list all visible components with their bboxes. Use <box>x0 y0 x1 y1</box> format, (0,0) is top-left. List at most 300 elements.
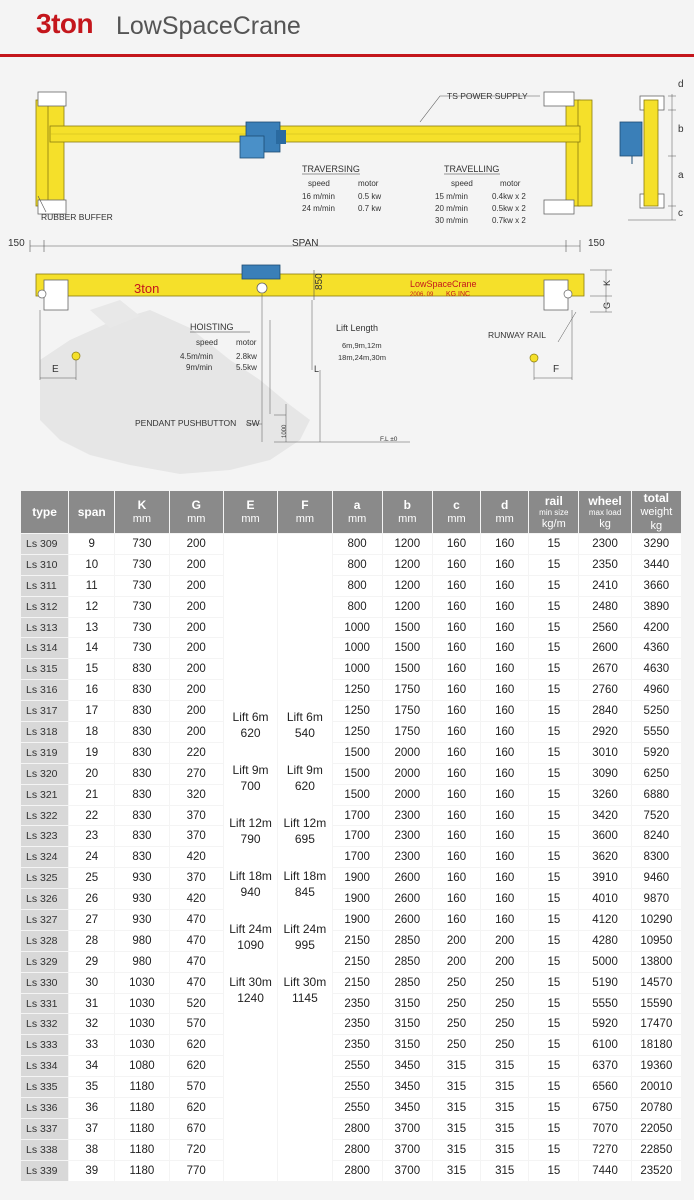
span-cell: 30 <box>69 973 114 993</box>
span-cell: 24 <box>69 847 114 867</box>
type-cell: Ls 309 <box>21 534 68 554</box>
wheel-cell: 7070 <box>579 1119 630 1139</box>
total-cell: 9870 <box>632 889 681 909</box>
lift-group: Lift 18m 845 <box>283 868 327 899</box>
span-cell: 32 <box>69 1014 114 1034</box>
g-cell: 620 <box>170 1056 223 1076</box>
d-cell: 160 <box>481 659 528 679</box>
span-cell: 11 <box>69 576 114 596</box>
a-cell: 1700 <box>333 806 382 826</box>
d-cell: 160 <box>481 680 528 700</box>
b-cell: 1750 <box>383 701 432 721</box>
total-cell: 4200 <box>632 618 681 638</box>
crane-drawing <box>0 60 694 480</box>
g-cell: 200 <box>170 555 223 575</box>
rail-cell: 15 <box>529 994 578 1014</box>
total-cell: 17470 <box>632 1014 681 1034</box>
k-cell: 830 <box>115 659 168 679</box>
d-cell: 315 <box>481 1098 528 1118</box>
g-cell: 200 <box>170 534 223 554</box>
k-cell: 1180 <box>115 1119 168 1139</box>
c-cell: 160 <box>433 555 480 575</box>
a-cell: 1700 <box>333 826 382 846</box>
total-cell: 15590 <box>632 994 681 1014</box>
lift-group: Lift 30m 1240 <box>229 974 272 1005</box>
type-cell: Ls 335 <box>21 1077 68 1097</box>
type-cell: Ls 337 <box>21 1119 68 1139</box>
k-cell: 1180 <box>115 1077 168 1097</box>
d-cell: 315 <box>481 1161 528 1181</box>
k-cell: 730 <box>115 597 168 617</box>
b-cell: 2600 <box>383 868 432 888</box>
g-cell: 200 <box>170 722 223 742</box>
g-cell: 370 <box>170 806 223 826</box>
wheel-cell: 2350 <box>579 555 630 575</box>
a-cell: 1250 <box>333 701 382 721</box>
a-cell: 1900 <box>333 910 382 930</box>
rail-cell: 15 <box>529 785 578 805</box>
total-cell: 19360 <box>632 1056 681 1076</box>
table-row <box>21 659 681 679</box>
rail-cell: 15 <box>529 743 578 763</box>
k-cell: 1180 <box>115 1140 168 1160</box>
a-cell: 800 <box>333 597 382 617</box>
b-cell: 2300 <box>383 806 432 826</box>
svg-text:0.7kw x 2: 0.7kw x 2 <box>492 216 526 225</box>
table-row <box>21 1035 681 1055</box>
wheel-cell: 2600 <box>579 638 630 658</box>
traversing-title: TRAVERSING <box>302 164 360 174</box>
d-cell: 315 <box>481 1119 528 1139</box>
col-a: a mm <box>333 491 382 533</box>
c-cell: 160 <box>433 638 480 658</box>
wheel-cell: 5550 <box>579 994 630 1014</box>
d-cell: 315 <box>481 1056 528 1076</box>
dim-k: K <box>602 279 612 286</box>
b-cell: 3700 <box>383 1119 432 1139</box>
table-row <box>21 1161 681 1181</box>
span-cell: 26 <box>69 889 114 909</box>
beam-company: KG INC <box>446 291 471 298</box>
k-cell: 1030 <box>115 994 168 1014</box>
dim-g: G <box>602 301 612 309</box>
pendant-label: PENDANT PUSHBUTTON <box>135 418 237 428</box>
b-cell: 1200 <box>383 597 432 617</box>
g-cell: 670 <box>170 1119 223 1139</box>
c-cell: 315 <box>433 1077 480 1097</box>
b-cell: 2000 <box>383 764 432 784</box>
c-cell: 315 <box>433 1161 480 1181</box>
wheel-cell: 2480 <box>579 597 630 617</box>
b-cell: 1200 <box>383 555 432 575</box>
type-cell: Ls 332 <box>21 1014 68 1034</box>
travelling-title: TRAVELLING <box>444 164 500 174</box>
svg-text:9m/min: 9m/min <box>186 363 213 372</box>
svg-text:motor: motor <box>236 338 257 347</box>
type-cell: Ls 328 <box>21 931 68 951</box>
d-cell: 160 <box>481 764 528 784</box>
d-cell: 160 <box>481 785 528 805</box>
k-cell: 830 <box>115 722 168 742</box>
wheel-cell: 3090 <box>579 764 630 784</box>
type-cell: Ls 327 <box>21 910 68 930</box>
type-cell: Ls 325 <box>21 868 68 888</box>
k-cell: 730 <box>115 638 168 658</box>
type-cell: Ls 338 <box>21 1140 68 1160</box>
wheel-cell: 4120 <box>579 910 630 930</box>
c-cell: 160 <box>433 868 480 888</box>
type-cell: Ls 339 <box>21 1161 68 1181</box>
header-rule <box>0 54 694 57</box>
type-cell: Ls 319 <box>21 743 68 763</box>
total-cell: 22850 <box>632 1140 681 1160</box>
b-cell: 2300 <box>383 847 432 867</box>
k-cell: 730 <box>115 576 168 596</box>
f-merged-cell <box>278 534 331 1181</box>
table-row <box>21 618 681 638</box>
c-cell: 160 <box>433 576 480 596</box>
table-row <box>21 701 681 721</box>
b-cell: 3450 <box>383 1056 432 1076</box>
map-background <box>40 310 310 474</box>
c-cell: 160 <box>433 847 480 867</box>
rail-cell: 15 <box>529 1056 578 1076</box>
col-f: F mm <box>278 491 331 533</box>
g-cell: 200 <box>170 680 223 700</box>
g-cell: 320 <box>170 785 223 805</box>
rail-cell: 15 <box>529 618 578 638</box>
total-cell: 6880 <box>632 785 681 805</box>
ts-power-supply-label: TS POWER SUPPLY <box>447 91 528 101</box>
table-row <box>21 1014 681 1034</box>
lift-group: Lift 24m 1090 <box>229 921 272 952</box>
total-cell: 10950 <box>632 931 681 951</box>
k-cell: 1030 <box>115 1014 168 1034</box>
c-cell: 160 <box>433 659 480 679</box>
span-cell: 28 <box>69 931 114 951</box>
wheel-cell: 3620 <box>579 847 630 867</box>
c-cell: 315 <box>433 1119 480 1139</box>
rail-cell: 15 <box>529 597 578 617</box>
c-cell: 160 <box>433 764 480 784</box>
svg-text:speed: speed <box>308 179 330 188</box>
rail-cell: 15 <box>529 1098 578 1118</box>
span-cell: 20 <box>69 764 114 784</box>
b-cell: 3700 <box>383 1140 432 1160</box>
span-cell: 33 <box>69 1035 114 1055</box>
rail-cell: 15 <box>529 826 578 846</box>
k-cell: 1030 <box>115 1035 168 1055</box>
table-row <box>21 889 681 909</box>
total-cell: 20010 <box>632 1077 681 1097</box>
c-cell: 160 <box>433 785 480 805</box>
total-cell: 23520 <box>632 1161 681 1181</box>
span-cell: 9 <box>69 534 114 554</box>
g-cell: 520 <box>170 994 223 1014</box>
k-cell: 730 <box>115 555 168 575</box>
c-cell: 160 <box>433 889 480 909</box>
rail-cell: 15 <box>529 889 578 909</box>
svg-text:30 m/min: 30 m/min <box>435 216 468 225</box>
type-cell: Ls 310 <box>21 555 68 575</box>
total-cell: 14570 <box>632 973 681 993</box>
k-cell: 1180 <box>115 1161 168 1181</box>
c-cell: 250 <box>433 1014 480 1034</box>
c-cell: 200 <box>433 931 480 951</box>
beam-capacity: 3ton <box>134 281 160 296</box>
type-cell: Ls 316 <box>21 680 68 700</box>
table-row <box>21 597 681 617</box>
k-cell: 830 <box>115 764 168 784</box>
k-cell: 930 <box>115 910 168 930</box>
dim-l: L <box>314 364 320 374</box>
d-cell: 160 <box>481 638 528 658</box>
type-cell: Ls 331 <box>21 994 68 1014</box>
b-cell: 2600 <box>383 889 432 909</box>
g-cell: 570 <box>170 1077 223 1097</box>
col-g: G mm <box>170 491 223 533</box>
wheel-cell: 5190 <box>579 973 630 993</box>
type-cell: Ls 333 <box>21 1035 68 1055</box>
g-cell: 420 <box>170 889 223 909</box>
d-cell: 160 <box>481 618 528 638</box>
a-cell: 2350 <box>333 1014 382 1034</box>
wheel-cell: 7440 <box>579 1161 630 1181</box>
span-cell: 34 <box>69 1056 114 1076</box>
e-merged-cell <box>224 534 277 1181</box>
wheel-cell: 4280 <box>579 931 630 951</box>
b-cell: 2850 <box>383 952 432 972</box>
total-cell: 3890 <box>632 597 681 617</box>
table-row <box>21 994 681 1014</box>
svg-text:16 m/min: 16 m/min <box>302 192 335 201</box>
total-cell: 10290 <box>632 910 681 930</box>
dim-1000: 1000 <box>282 424 288 438</box>
b-cell: 1750 <box>383 722 432 742</box>
sw-label: SW <box>246 418 260 428</box>
total-cell: 7520 <box>632 806 681 826</box>
g-cell: 200 <box>170 597 223 617</box>
table-header-row <box>21 491 681 533</box>
total-cell: 5550 <box>632 722 681 742</box>
d-cell: 250 <box>481 1014 528 1034</box>
wheel-cell: 7270 <box>579 1140 630 1160</box>
a-cell: 800 <box>333 576 382 596</box>
total-cell: 4960 <box>632 680 681 700</box>
d-cell: 160 <box>481 868 528 888</box>
lift-group: Lift 12m 695 <box>283 815 327 846</box>
c-cell: 160 <box>433 534 480 554</box>
type-cell: Ls 315 <box>21 659 68 679</box>
table-row <box>21 638 681 658</box>
rail-cell: 15 <box>529 847 578 867</box>
total-cell: 13800 <box>632 952 681 972</box>
col-k: K mm <box>115 491 168 533</box>
rail-cell: 15 <box>529 868 578 888</box>
a-cell: 2800 <box>333 1140 382 1160</box>
a-cell: 1000 <box>333 618 382 638</box>
a-cell: 1500 <box>333 743 382 763</box>
rail-cell: 15 <box>529 576 578 596</box>
wheel-cell: 4010 <box>579 889 630 909</box>
c-cell: 160 <box>433 618 480 638</box>
span-cell: 37 <box>69 1119 114 1139</box>
k-cell: 830 <box>115 847 168 867</box>
rail-cell: 15 <box>529 1035 578 1055</box>
table-row <box>21 868 681 888</box>
header <box>0 0 694 58</box>
d-cell: 160 <box>481 826 528 846</box>
dim-e: E <box>52 364 59 375</box>
type-cell: Ls 322 <box>21 806 68 826</box>
d-cell: 160 <box>481 910 528 930</box>
wheel-cell: 6100 <box>579 1035 630 1055</box>
total-cell: 3440 <box>632 555 681 575</box>
lift-group: Lift 6m 620 <box>232 709 269 740</box>
type-cell: Ls 318 <box>21 722 68 742</box>
svg-text:speed: speed <box>451 179 473 188</box>
b-cell: 2300 <box>383 826 432 846</box>
d-cell: 160 <box>481 889 528 909</box>
b-cell: 1500 <box>383 659 432 679</box>
col-d: d mm <box>481 491 528 533</box>
svg-text:0.7 kw: 0.7 kw <box>358 204 382 213</box>
k-cell: 1180 <box>115 1098 168 1118</box>
svg-text:0.4kw x 2: 0.4kw x 2 <box>492 192 526 201</box>
total-cell: 3660 <box>632 576 681 596</box>
rail-cell: 15 <box>529 764 578 784</box>
lift-group: Lift 9m 620 <box>286 762 323 793</box>
c-cell: 315 <box>433 1098 480 1118</box>
total-cell: 22050 <box>632 1119 681 1139</box>
a-cell: 2350 <box>333 994 382 1014</box>
a-cell: 2550 <box>333 1098 382 1118</box>
total-cell: 8300 <box>632 847 681 867</box>
b-cell: 3150 <box>383 1035 432 1055</box>
rail-cell: 15 <box>529 1119 578 1139</box>
svg-text:0.5kw x 2: 0.5kw x 2 <box>492 204 526 213</box>
beam-brand: LowSpaceCrane <box>410 279 477 289</box>
col-wheel: wheel max load kg <box>579 491 630 533</box>
svg-text:2.8kw: 2.8kw <box>236 352 257 361</box>
table-row <box>21 931 681 951</box>
table-row <box>21 555 681 575</box>
c-cell: 160 <box>433 597 480 617</box>
span-cell: 29 <box>69 952 114 972</box>
d-cell: 250 <box>481 1035 528 1055</box>
total-cell: 20780 <box>632 1098 681 1118</box>
table-row <box>21 576 681 596</box>
product-title: LowSpaceCrane <box>116 12 301 40</box>
wheel-cell: 2410 <box>579 576 630 596</box>
d-cell: 160 <box>481 806 528 826</box>
g-cell: 470 <box>170 973 223 993</box>
d-cell: 250 <box>481 973 528 993</box>
table-row <box>21 806 681 826</box>
a-cell: 2350 <box>333 1035 382 1055</box>
svg-text:6m,9m,12m: 6m,9m,12m <box>342 341 382 350</box>
k-cell: 1030 <box>115 973 168 993</box>
g-cell: 200 <box>170 701 223 721</box>
table-row <box>21 680 681 700</box>
rail-cell: 15 <box>529 931 578 951</box>
k-cell: 830 <box>115 743 168 763</box>
rail-cell: 15 <box>529 659 578 679</box>
g-cell: 420 <box>170 847 223 867</box>
a-cell: 1700 <box>333 847 382 867</box>
svg-text:4.5m/min: 4.5m/min <box>180 352 213 361</box>
span-cell: 23 <box>69 826 114 846</box>
col-b: b mm <box>383 491 432 533</box>
svg-text:motor: motor <box>500 179 521 188</box>
capacity-title: 3ton <box>36 8 94 39</box>
rail-cell: 15 <box>529 638 578 658</box>
c-cell: 160 <box>433 722 480 742</box>
rail-cell: 15 <box>529 806 578 826</box>
type-cell: Ls 321 <box>21 785 68 805</box>
span-cell: 22 <box>69 806 114 826</box>
d-cell: 160 <box>481 847 528 867</box>
k-cell: 830 <box>115 701 168 721</box>
svg-text:speed: speed <box>196 338 218 347</box>
k-cell: 730 <box>115 618 168 638</box>
spec-table <box>20 490 682 1182</box>
type-cell: Ls 326 <box>21 889 68 909</box>
right-offset: 150 <box>588 238 605 249</box>
g-cell: 470 <box>170 931 223 951</box>
k-cell: 830 <box>115 680 168 700</box>
g-cell: 220 <box>170 743 223 763</box>
table-row <box>21 1119 681 1139</box>
table-row <box>21 764 681 784</box>
b-cell: 1200 <box>383 576 432 596</box>
b-cell: 2000 <box>383 785 432 805</box>
total-cell: 18180 <box>632 1035 681 1055</box>
c-cell: 250 <box>433 994 480 1014</box>
rail-cell: 15 <box>529 1140 578 1160</box>
a-cell: 800 <box>333 555 382 575</box>
dim-a: a <box>678 170 684 181</box>
a-cell: 1900 <box>333 868 382 888</box>
b-cell: 1500 <box>383 618 432 638</box>
g-cell: 470 <box>170 910 223 930</box>
g-cell: 620 <box>170 1098 223 1118</box>
rail-cell: 15 <box>529 555 578 575</box>
wheel-cell: 3420 <box>579 806 630 826</box>
total-cell: 5920 <box>632 743 681 763</box>
b-cell: 1750 <box>383 680 432 700</box>
rubber-buffer-label: RUBBER BUFFER <box>41 212 113 222</box>
type-cell: Ls 320 <box>21 764 68 784</box>
g-cell: 200 <box>170 576 223 596</box>
d-cell: 315 <box>481 1140 528 1160</box>
d-cell: 160 <box>481 722 528 742</box>
d-cell: 160 <box>481 555 528 575</box>
g-cell: 470 <box>170 952 223 972</box>
g-cell: 620 <box>170 1035 223 1055</box>
b-cell: 2600 <box>383 910 432 930</box>
table-row <box>21 743 681 763</box>
rail-cell: 15 <box>529 973 578 993</box>
rail-cell: 15 <box>529 534 578 554</box>
g-cell: 570 <box>170 1014 223 1034</box>
rail-cell: 15 <box>529 1014 578 1034</box>
c-cell: 315 <box>433 1140 480 1160</box>
a-cell: 1000 <box>333 638 382 658</box>
table-row <box>21 1140 681 1160</box>
span-cell: 15 <box>69 659 114 679</box>
rail-cell: 15 <box>529 1161 578 1181</box>
